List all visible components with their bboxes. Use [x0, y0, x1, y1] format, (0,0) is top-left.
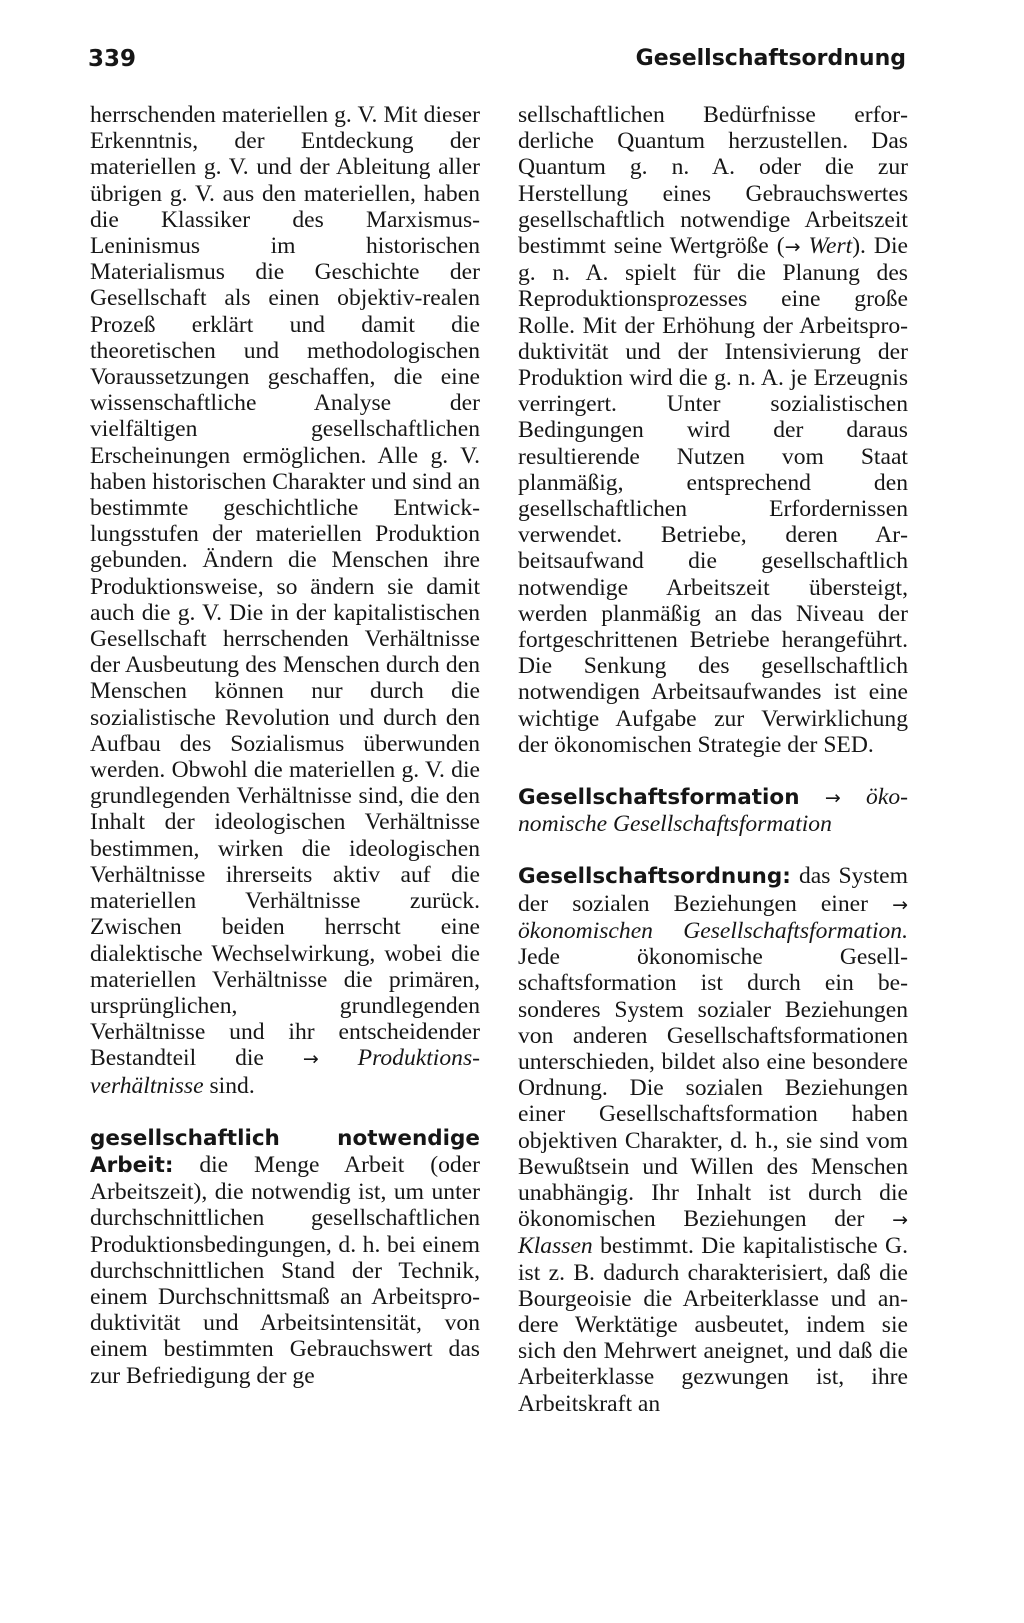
entry-term: Gesellschaftsordnung:: [518, 864, 791, 890]
paragraph-text: sellschaftlichen Bedürfnisse erforderliche Quantum herzustellen. Das Quantum g. n. A. oder die zur Herstellung eines Gebrauchswertes gesellschaftlich notwendige Arbeitszeit bestimmt seine Wertgröße (: [518, 102, 908, 260]
cross-reference: ökonomische Gesellschaftsformation: [518, 784, 908, 838]
continued-paragraph-right: [518, 102, 908, 758]
paragraph-text: ). Die g. n. A. spielt für die Planung des Reproduktionsprozesses eine große Rolle. Mit der Erhöhung der Arbeitsproduktivität und der Intensivierung der Produktion wird die g. n. A. je Erzeugnis verringert. Unter sozialistischen Bedingungen wird der daraus resultierende Nutzen vom Staat planmäßig, entsprechend den gesellschaftlichen Erfordernissen verwendet. Betriebe, deren Arbeitsaufwand die gesellschaftlich notwendige Arbeitszeit übersteigt, werden planmäßig an das Niveau der fortgeschrittenen Betriebe herangeführt. Die Senkung des gesellschaftlich notwendigen Arbeitsaufwandes ist eine wichtige Aufgabe zur Verwirklichung der ökonomischen Strategie der SED.: [518, 233, 908, 758]
page-header: [88, 46, 906, 86]
cross-reference: Produktionsverhältnisse: [90, 1045, 480, 1099]
cross-reference: ökonomischen Gesellschaftsformation.: [518, 917, 908, 944]
continued-paragraph: [90, 102, 480, 1099]
entry-text: bestimmt. Die kapitalistische G. ist z. B. dadurch charakterisiert, daß die Bourgeoisie die Arbeiterklasse und andere Werktätige ausbeutet, indem sie sich den Mehrwert aneignet, und daß die Arbeiterklasse gezwungen ist, ihre Arbeitskraft an: [518, 1233, 908, 1417]
paragraph-text-end: sind.: [203, 1072, 255, 1099]
left-column: [90, 102, 480, 1389]
cross-reference-arrow: →: [892, 1209, 908, 1232]
cross-reference-arrow: →: [892, 893, 908, 916]
entry-text: das System der sozialen Beziehungen einer: [518, 863, 908, 917]
cross-reference: Wert: [808, 233, 853, 260]
entry-text: Jede ökonomische Gesellschaftsformation ist durch ein besonderes System sozialer Beziehungen von anderen Gesellschaftsformationen unterschieden, bildet also eine besondere Ordnung. Die sozialen Beziehungen einer Gesellschaftsformation haben objektiven Charakter, d. h., sie sind vom Bewußtsein und Willen des Menschen unabhängig. Ihr Inhalt ist durch die ökonomischen Beziehungen der: [518, 944, 908, 1233]
paragraph-text: herrschenden materiellen g. V. Mit dieser Erkenntnis, der Entdeckung der materiellen g. V. und der Ableitung aller übrigen g. V. aus den materiellen, haben die Klassiker des Marxismus-Leninismus im historischen Materialismus die Geschichte der Gesellschaft als einen objektiv-realen Prozeß erklärt und damit die theoretischen und methodologischen Voraussetzungen geschaffen, die eine wissenschaftliche Analyse der vielfältigen gesellschaftlichen Erscheinungen ermöglichen. Alle g. V. haben historischen Charakter und sind an bestimmte geschichtliche Entwicklungsstufen der materiellen Produktion gebunden. Ändern die Menschen ihre Produktionsweise, so ändern sie damit auch die g. V. Die in der kapitalistischen Gesellschaft herrschenden Verhältnisse der Ausbeutung des Menschen durch den Menschen können nur durch die sozialistische Revolution und durch den Aufbau des Sozialismus überwunden werden. Obwohl die materiellen g. V. die grundlegenden Verhältnisse sind, die den Inhalt der ideologischen Verhältnisse bestimmen, wirken die ideologischen Verhältnisse ihrerseits aktiv auf die materiellen Verhältnisse zurück. Zwischen beiden herrscht eine dialektische Wechselwirkung, wobei die materiellen Verhältnisse die primären, ursprünglichen, grundlegenden Verhältnisse und ihr entscheidender Bestandteil die: [90, 102, 480, 1072]
cross-reference-arrow: →: [302, 1048, 319, 1071]
entry-gesellschaftsformation: [518, 784, 908, 837]
cross-reference-arrow: →: [784, 236, 801, 259]
entry-term: gesellschaftlich notwendige Arbeit:: [90, 1125, 480, 1178]
entry-gesellschaftsordnung: [518, 863, 908, 1416]
entry-text: die Menge Arbeit (oder Arbeitszeit), die notwendig ist, um unter durchschnittlichen gesellschaftlichen Produktionsbedingungen, d. h. bei einem durchschnittlichen Stand der Technik, einem Durchschnittsmaß an Arbeitsproduktivität und Arbeitsintensität, von einem bestimmten Gebrauchswert das zur Befriedigung der ge: [90, 1151, 480, 1389]
right-column: [518, 102, 908, 1417]
cross-reference-arrow: →: [824, 787, 841, 810]
entry-gesellschaftlich-notwendige-arbeit: [90, 1125, 480, 1389]
entry-term: Gesellschaftsformation: [518, 785, 800, 811]
running-head: Gesellschaftsordnung: [635, 46, 906, 71]
cross-reference: Klassen: [518, 1233, 593, 1260]
page-number: 339: [88, 46, 137, 72]
